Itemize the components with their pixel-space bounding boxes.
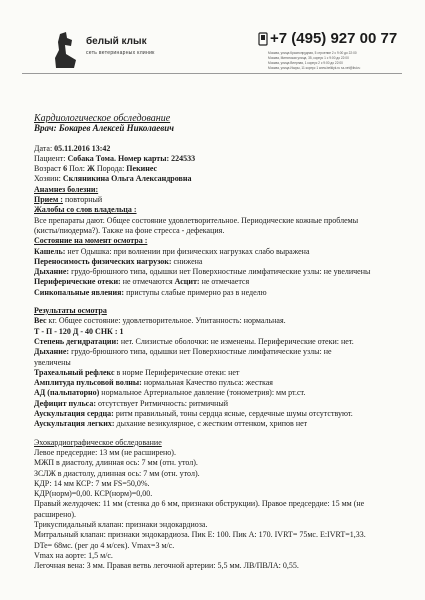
clinic-addresses — [268, 51, 398, 71]
patient-line — [34, 154, 402, 164]
dehydration-line — [34, 337, 402, 347]
lung-ausc-line — [34, 419, 402, 429]
report-body — [34, 113, 402, 582]
reception-value: повторный — [64, 195, 103, 205]
cough-value: нет Одышка: при волнении при физических нагрузках слабо выражена — [67, 246, 310, 256]
doctor-line: Врач: Бокарев Алексей Николаевич — [34, 123, 175, 134]
breed-label: Порода: — [96, 164, 125, 174]
sex-label: Пол: — [69, 164, 85, 174]
weight-value: кг. Общее состояние: удовлетворительное. Упитанность: нормальная. — [48, 316, 286, 326]
echo-line: МЖП в диастолу, длинная ось: 7 мм (отн. утол). — [34, 458, 198, 468]
date-line — [34, 144, 402, 154]
tolerance-line — [34, 257, 402, 267]
deficit-value: отсутствует Ритмичность: ритмичный — [97, 398, 229, 408]
age-value: 6 — [63, 164, 68, 174]
tolerance-label: Переносимость физических нагрузок: — [34, 256, 172, 266]
owner-label: Хозяин: — [34, 174, 61, 184]
syncope-line — [34, 288, 402, 298]
cough-line — [34, 247, 402, 257]
trachea-line — [34, 368, 402, 378]
syncope-label: Синкопальные явления: — [34, 287, 125, 297]
echo-line — [34, 571, 402, 581]
cough-label: Кашель: — [34, 246, 66, 256]
breathing-value: грудо-брюшного типа, одышки нет Поверхностные лимфатические узлы: не увеличены — [71, 267, 371, 277]
bp-label: АД (пальпаторно) — [34, 388, 100, 398]
bp-value: нормальное Артериальное давление (тонометрия): мм рт.ст. — [101, 388, 306, 398]
echo-line: КДР(норм)=0,00. КСР(норм)=0,00. — [34, 489, 153, 499]
age-label: Возраст — [34, 164, 62, 174]
echo-line: КДР: 14 мм КСР: 7 мм FS=50,0%. — [34, 478, 150, 488]
clinic-name: белый клык — [86, 36, 147, 47]
address-line: Москва, улица Краснопрудная, 5 строение 2 с 9:00 до 22:00 — [268, 51, 357, 55]
edema-label: Периферические отеки: — [34, 277, 121, 287]
reception-line — [34, 195, 402, 205]
trachea-label: Трахеальный рефлекс — [34, 367, 115, 377]
patient-label: Пациент: — [34, 153, 66, 163]
pulse-amp-line — [34, 378, 402, 388]
address-line: Москва, Митинская улица, 35, корпус 1 с 9:00 до 22:00 — [268, 56, 349, 60]
breed-value: Пекинес — [126, 164, 158, 174]
pulse-amp-value: нормальная Качество пульса: жесткая — [143, 378, 273, 388]
abdomen-label: Дыхание: — [34, 347, 70, 357]
complaints-heading: Жалобы со слов владельца : — [34, 205, 137, 215]
reception-label: Прием : — [34, 195, 63, 205]
sex-value: Ж — [86, 164, 95, 174]
abdomen-cont-line: увеличены — [34, 357, 71, 367]
complaints-line-1: Все препараты дают. Общее состояние удовлетворительное. Периодические кожные проблемы — [34, 215, 359, 225]
abdomen-value: грудо-брюшного типа, одышки нет Поверхностные лимфатические узлы: не — [71, 347, 332, 357]
exam-heading: Результаты осмотра — [34, 306, 107, 316]
deficit-label: Дефицит пульса: — [34, 398, 96, 408]
echo-line: расширено). — [34, 509, 77, 519]
dehydration-label: Степень дегидратации: — [34, 336, 119, 346]
breathing-line — [34, 267, 402, 277]
echo-line: ЗСЛЖ в диастолу, длинная ось: 7 мм (отн. утол). — [34, 468, 200, 478]
heart-ausc-line — [34, 409, 402, 419]
trachea-value: в норме Периферические отеки: нет — [116, 367, 240, 377]
clinic-logo — [52, 30, 202, 72]
echo-line: Vmax на аорте: 1,5 м/с. — [34, 550, 113, 560]
phone-icon — [258, 32, 268, 46]
echo-line: Трикуспидальный клапан: признаки эндокардиоза. — [34, 519, 208, 529]
dehydration-value: нет. Слизистые оболочки: не изменены. Периферические отеки: нет. — [120, 336, 354, 346]
pulse-amp-label: Амплитуда пульсовой волны: — [34, 378, 142, 388]
vitals-line — [34, 327, 402, 337]
date-label: Дата: — [34, 143, 53, 153]
echo-line: Легочная вена: 3 мм. Правая ветвь легочной артерии: 5,5 мм. ЛВ/ПВЛА: 0,55. — [34, 561, 299, 571]
weight-label: Вес — [34, 316, 47, 326]
status-heading: Состояние на момент осмотра : — [34, 236, 148, 246]
anamnesis-heading: Анамнез болезни: — [34, 184, 99, 194]
ascites-label: Асцит: — [174, 277, 200, 287]
clinic-phone: +7 (495) 927 00 77 — [270, 30, 398, 47]
echo-line: DTe= 68мс. (рег до 4 м/сек). Vmax=3 м/с. — [34, 540, 175, 550]
edema-line — [34, 277, 402, 287]
syncope-value: приступы слабые примерно раз в неделю — [126, 287, 267, 297]
owner-line — [34, 174, 402, 184]
address-line: Москва, улица Искры, 11 корпус 1 www.belklyk.ru sz-vet@list.ru — [268, 66, 361, 70]
heart-label: Аускультация сердца: — [34, 409, 114, 419]
age-line — [34, 164, 402, 174]
heart-value: ритм правильный, тоны сердца ясные, сердечные шумы отсутствуют. — [115, 409, 353, 419]
patient-value: Собака Тома. Номер карты: 224533 — [67, 153, 196, 163]
edema-value: не отмечаются — [122, 277, 173, 287]
bp-line — [34, 388, 402, 398]
lungs-value: дыхание везикулярное, с жестким оттенком, хрипов нет — [116, 419, 308, 429]
pulse-deficit-line — [34, 399, 402, 409]
breathing-label: Дыхание: — [34, 267, 70, 277]
dog-logo-icon — [52, 30, 82, 70]
complaints-line-2: (кисты/пиодерма?). Также на фоне стресса - дефекация. — [34, 225, 225, 235]
header-divider — [22, 73, 402, 74]
tolerance-value: снижена — [173, 256, 203, 266]
weight-line — [34, 316, 402, 326]
clinic-tagline: сеть ветеринарных клиник — [86, 50, 155, 56]
date-value: 05.11.2016 13:42 — [54, 143, 111, 153]
vitals-value: Т - П - 120 Д - 40 СНК : 1 — [34, 326, 124, 336]
echo-line: Правый желудочек: 11 мм (стенка до 6 мм, признаки обструкции). Правое предсердие: 15 мм (не — [34, 499, 365, 509]
report-title: Кардиологическое обследование — [34, 113, 171, 124]
echo-line: Левое предсердие: 13 мм (не расширено). — [34, 447, 176, 457]
echo-line: Митральный клапан: признаки эндокардиоза. Пик Е: 100. Пик А: 170. IVRT= 75мс. E:IVRT=1,33. — [34, 530, 366, 540]
ascites-value: не отмечается — [201, 277, 250, 287]
abdomen-line — [34, 347, 402, 357]
lungs-label: Аускультация легких: — [34, 419, 115, 429]
owner-value: Скляникина Ольга Александровна — [62, 174, 192, 184]
echo-heading: Эхокардиографическое обследование — [34, 437, 162, 447]
address-line: Москва, улица Веерная, 1 корпус 2 с 9:00 до 22:00 — [268, 61, 343, 65]
